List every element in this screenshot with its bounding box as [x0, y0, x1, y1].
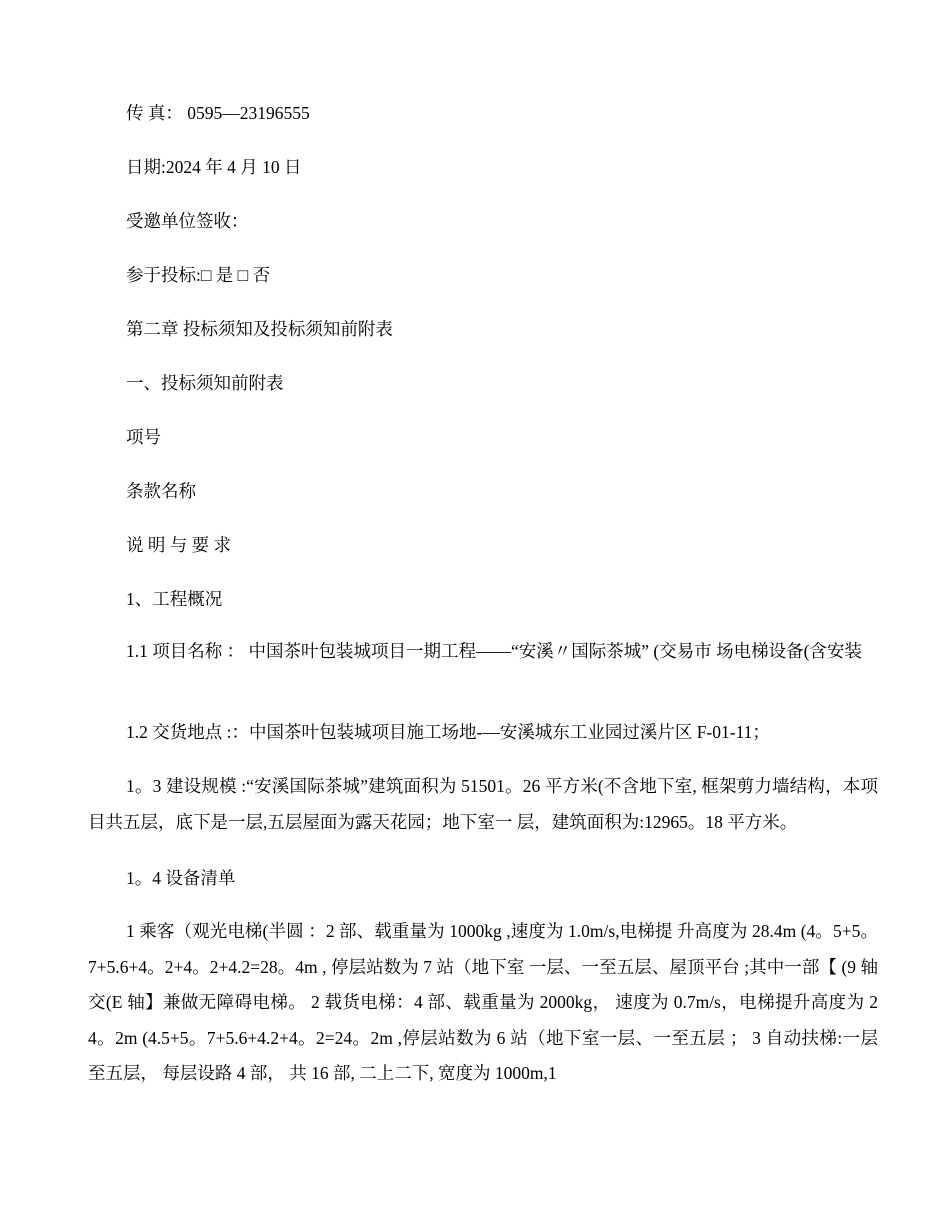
date-line: 日期:2024 年 4 月 10 日	[126, 157, 302, 177]
delivery-location-paragraph: 1.2 交货地点 :：中国茶叶包装城项目施工场地-—安溪城东工业园过溪片区 F-01-11；	[126, 722, 770, 742]
project-name-paragraph: 1.1 项目名称 ： 中国茶叶包装城项目一期工程——“安溪〃国际茶城” (交易市 场电梯设备(含安装	[126, 641, 862, 661]
table-header-description: 说 明 与 要 求	[126, 535, 231, 555]
fax-line: 传 真： 0595—23196555	[126, 103, 310, 123]
section-heading: 一、投标须知前附表	[126, 373, 284, 393]
table-header-item-no: 项号	[126, 427, 161, 447]
subsection-heading: 1、工程概况	[126, 589, 223, 609]
equipment-list-heading: 1。4 设备清单	[126, 868, 236, 888]
construction-scale-paragraph: 1。3 建设规模 :“安溪国际茶城”建筑面积为 51501。26 平方米(不含地下室, 框架剪力墙结构，本项目共五层，底下是一层,五层屋面为露天花园；地下室一 层，建筑面积为:12965。18 平方米。	[88, 776, 878, 832]
recipient-signature-line: 受邀单位签收：	[126, 211, 249, 231]
equipment-list-paragraph: 1 乘客（观光电梯(半圆 ：2 部、载重量为 1000kg ,速度为 1.0m/s,电梯提 升高度为 28.4m (4。5+5。7+5.6+4。2+4。2+4.2=28。4m , 停层站数为 7 站（地下室 一层、一至五层、屋顶平台 ;其中一部【 (9 轴交(E 轴】兼做无障碍电梯。 2 载货电梯：4 部、载重量为 2000kg， 速度为 0.7m/s，电梯提升高度为 24。2m (4.5+5。7+5.6+4.2+4。2=24。2m ,停层站数为 6 站（地下室一层、一至五层 ； 3 自动扶梯:一层至五层， 每层设路 4 部， 共 16 部, 二上二下, 宽度为 1000m,1	[88, 921, 878, 1083]
chapter-heading: 第二章 投标须知及投标须知前附表	[126, 319, 393, 339]
bid-participation-line: 参于投标:□ 是 □ 否	[126, 265, 271, 285]
table-header-clause-name: 条款名称	[126, 481, 196, 501]
